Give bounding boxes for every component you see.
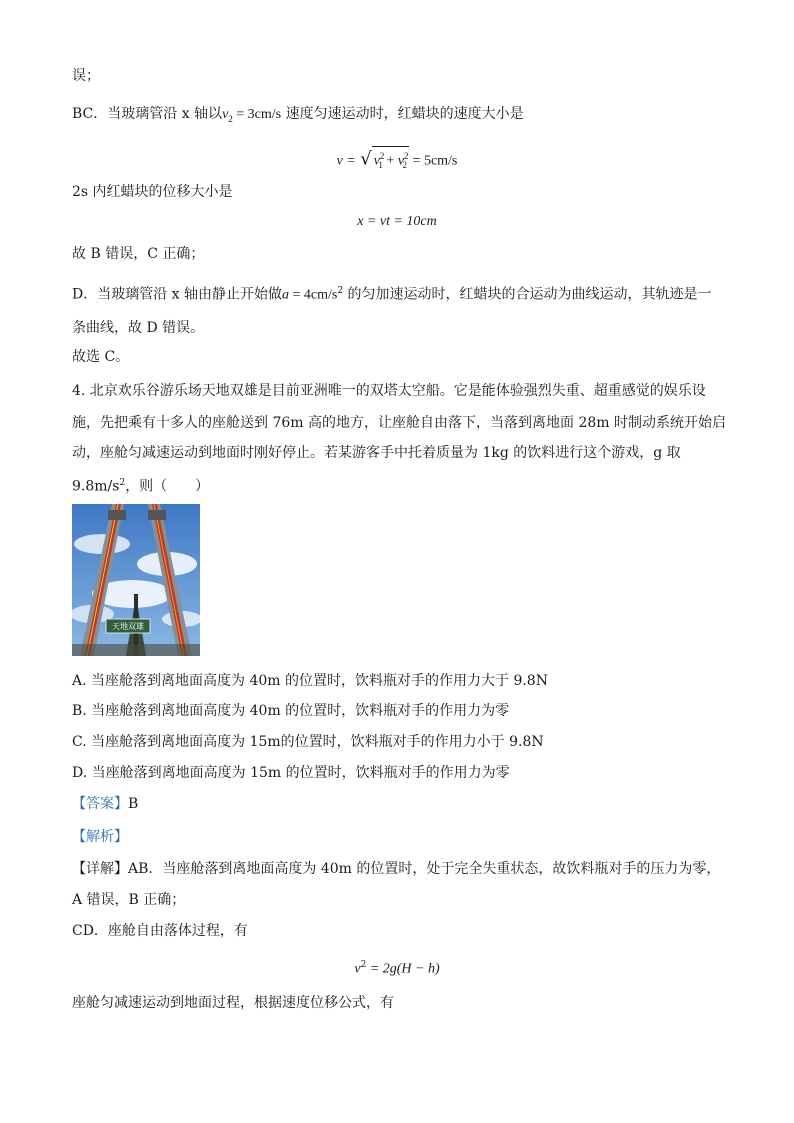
math-var: v xyxy=(222,107,229,122)
math-sup: 2 xyxy=(379,151,385,161)
math-var: v xyxy=(373,153,380,169)
tower-ride-image xyxy=(72,504,200,656)
sign-text: 天地双雄 xyxy=(112,622,144,631)
text-line: 2s 内红蜡块的位移大小是 xyxy=(72,184,233,200)
text-line: 条曲线，故 D 错误。 xyxy=(72,320,205,336)
detail-line: CD．座舱自由落体过程，有 xyxy=(72,923,248,939)
text-line-d xyxy=(72,281,712,306)
equation-displacement: x = vt = 10cm xyxy=(357,214,437,229)
text-span: AB．当座舱落到离地面高度为 40m 的位置时，处于完全失重状态，故饮料瓶对手的压力为零， xyxy=(128,861,721,877)
detail-line: 座舱匀减速运动到地面过程，根据速度位移公式，有 xyxy=(72,995,394,1011)
text-span: D．当玻璃管沿 x 轴由静止开始做 xyxy=(72,286,283,303)
analysis-label: 【解析】 xyxy=(72,829,128,845)
math-sup: 2 xyxy=(337,286,344,296)
equation-freefall xyxy=(0,955,794,980)
option-b: B. 当座舱落到离地面高度为 40m 的位置时，饮料瓶对手的作用力为零 xyxy=(72,703,510,719)
question-4-line: 4. 北京欢乐谷游乐场天地双雄是目前亚洲唯一的双塔太空船。它是能体验强烈失重、超重感觉的娱乐设 xyxy=(72,383,706,399)
math-eq: = 3cm/s xyxy=(232,107,282,122)
text-span: 9.8m/s xyxy=(72,478,120,495)
text-span: BC．当玻璃管沿 x 轴以 xyxy=(72,106,223,122)
answer-value: B xyxy=(128,796,139,812)
math-sub: 1 xyxy=(378,160,383,171)
question-4-line xyxy=(72,473,209,497)
text-line-bc xyxy=(72,104,524,129)
math-var: v xyxy=(354,961,361,977)
option-d: D. 当座舱落到离地面高度为 15m 的位置时，饮料瓶对手的作用力为零 xyxy=(72,765,510,781)
text-span: 速度匀速运动时，红蜡块的速度大小是 xyxy=(281,106,524,122)
math-var: a xyxy=(282,287,290,303)
tower-ride-photo xyxy=(72,504,200,656)
text-span: ，则（ ） xyxy=(125,478,210,495)
question-4-line: 动，座舱匀减速运动到地面时刚好停止。若某游客手中托着质量为 1kg 的饮料进行这个游戏，g 取 xyxy=(72,445,681,461)
text-line: 故 B 错误，C 正确； xyxy=(72,246,205,262)
math-sup: 2 xyxy=(404,151,409,161)
option-c: C. 当座舱落到离地面高度为 15m的位置时，饮料瓶对手的作用力小于 9.8N xyxy=(72,734,544,750)
text-span: 的匀加速运动时，红蜡块的合运动为曲线运动，其轨迹是一 xyxy=(343,286,712,303)
math-var: v xyxy=(397,153,405,169)
question-4-line: 施，先把乘有十多人的座舱送到 76m 高的地方，让座舱自由落下，当落到离地面 28m 时制动系统开始启 xyxy=(72,415,726,431)
math-eq: = 4cm/s xyxy=(289,287,338,303)
math-sup: 2 xyxy=(119,478,126,488)
sqrt-body xyxy=(372,146,409,174)
answer-label: 【答案】 xyxy=(72,796,128,812)
math-rhs: = 5cm/s xyxy=(409,153,458,169)
math-rhs: = 2g(H − h) xyxy=(366,961,440,977)
math-sup: 2 xyxy=(360,960,367,970)
math-sub: 2 xyxy=(402,160,408,171)
sqrt-sign-icon: √ xyxy=(360,148,372,170)
text-line: 误； xyxy=(72,68,100,84)
detail-line xyxy=(72,859,720,879)
text-line: 故选 C。 xyxy=(72,349,130,365)
detail-label: 【详解】 xyxy=(72,861,128,877)
answer-line xyxy=(72,794,138,814)
equation-speed xyxy=(0,146,794,174)
math-v2 xyxy=(222,107,233,122)
detail-line: A 错误，B 正确； xyxy=(72,892,186,908)
math-lhs: v = xyxy=(336,153,356,169)
math-op: + xyxy=(382,153,398,169)
math-sub: 2 xyxy=(228,113,233,124)
option-a: A. 当座舱落到离地面高度为 40m 的位置时，饮料瓶对手的作用力大于 9.8N xyxy=(72,673,548,689)
